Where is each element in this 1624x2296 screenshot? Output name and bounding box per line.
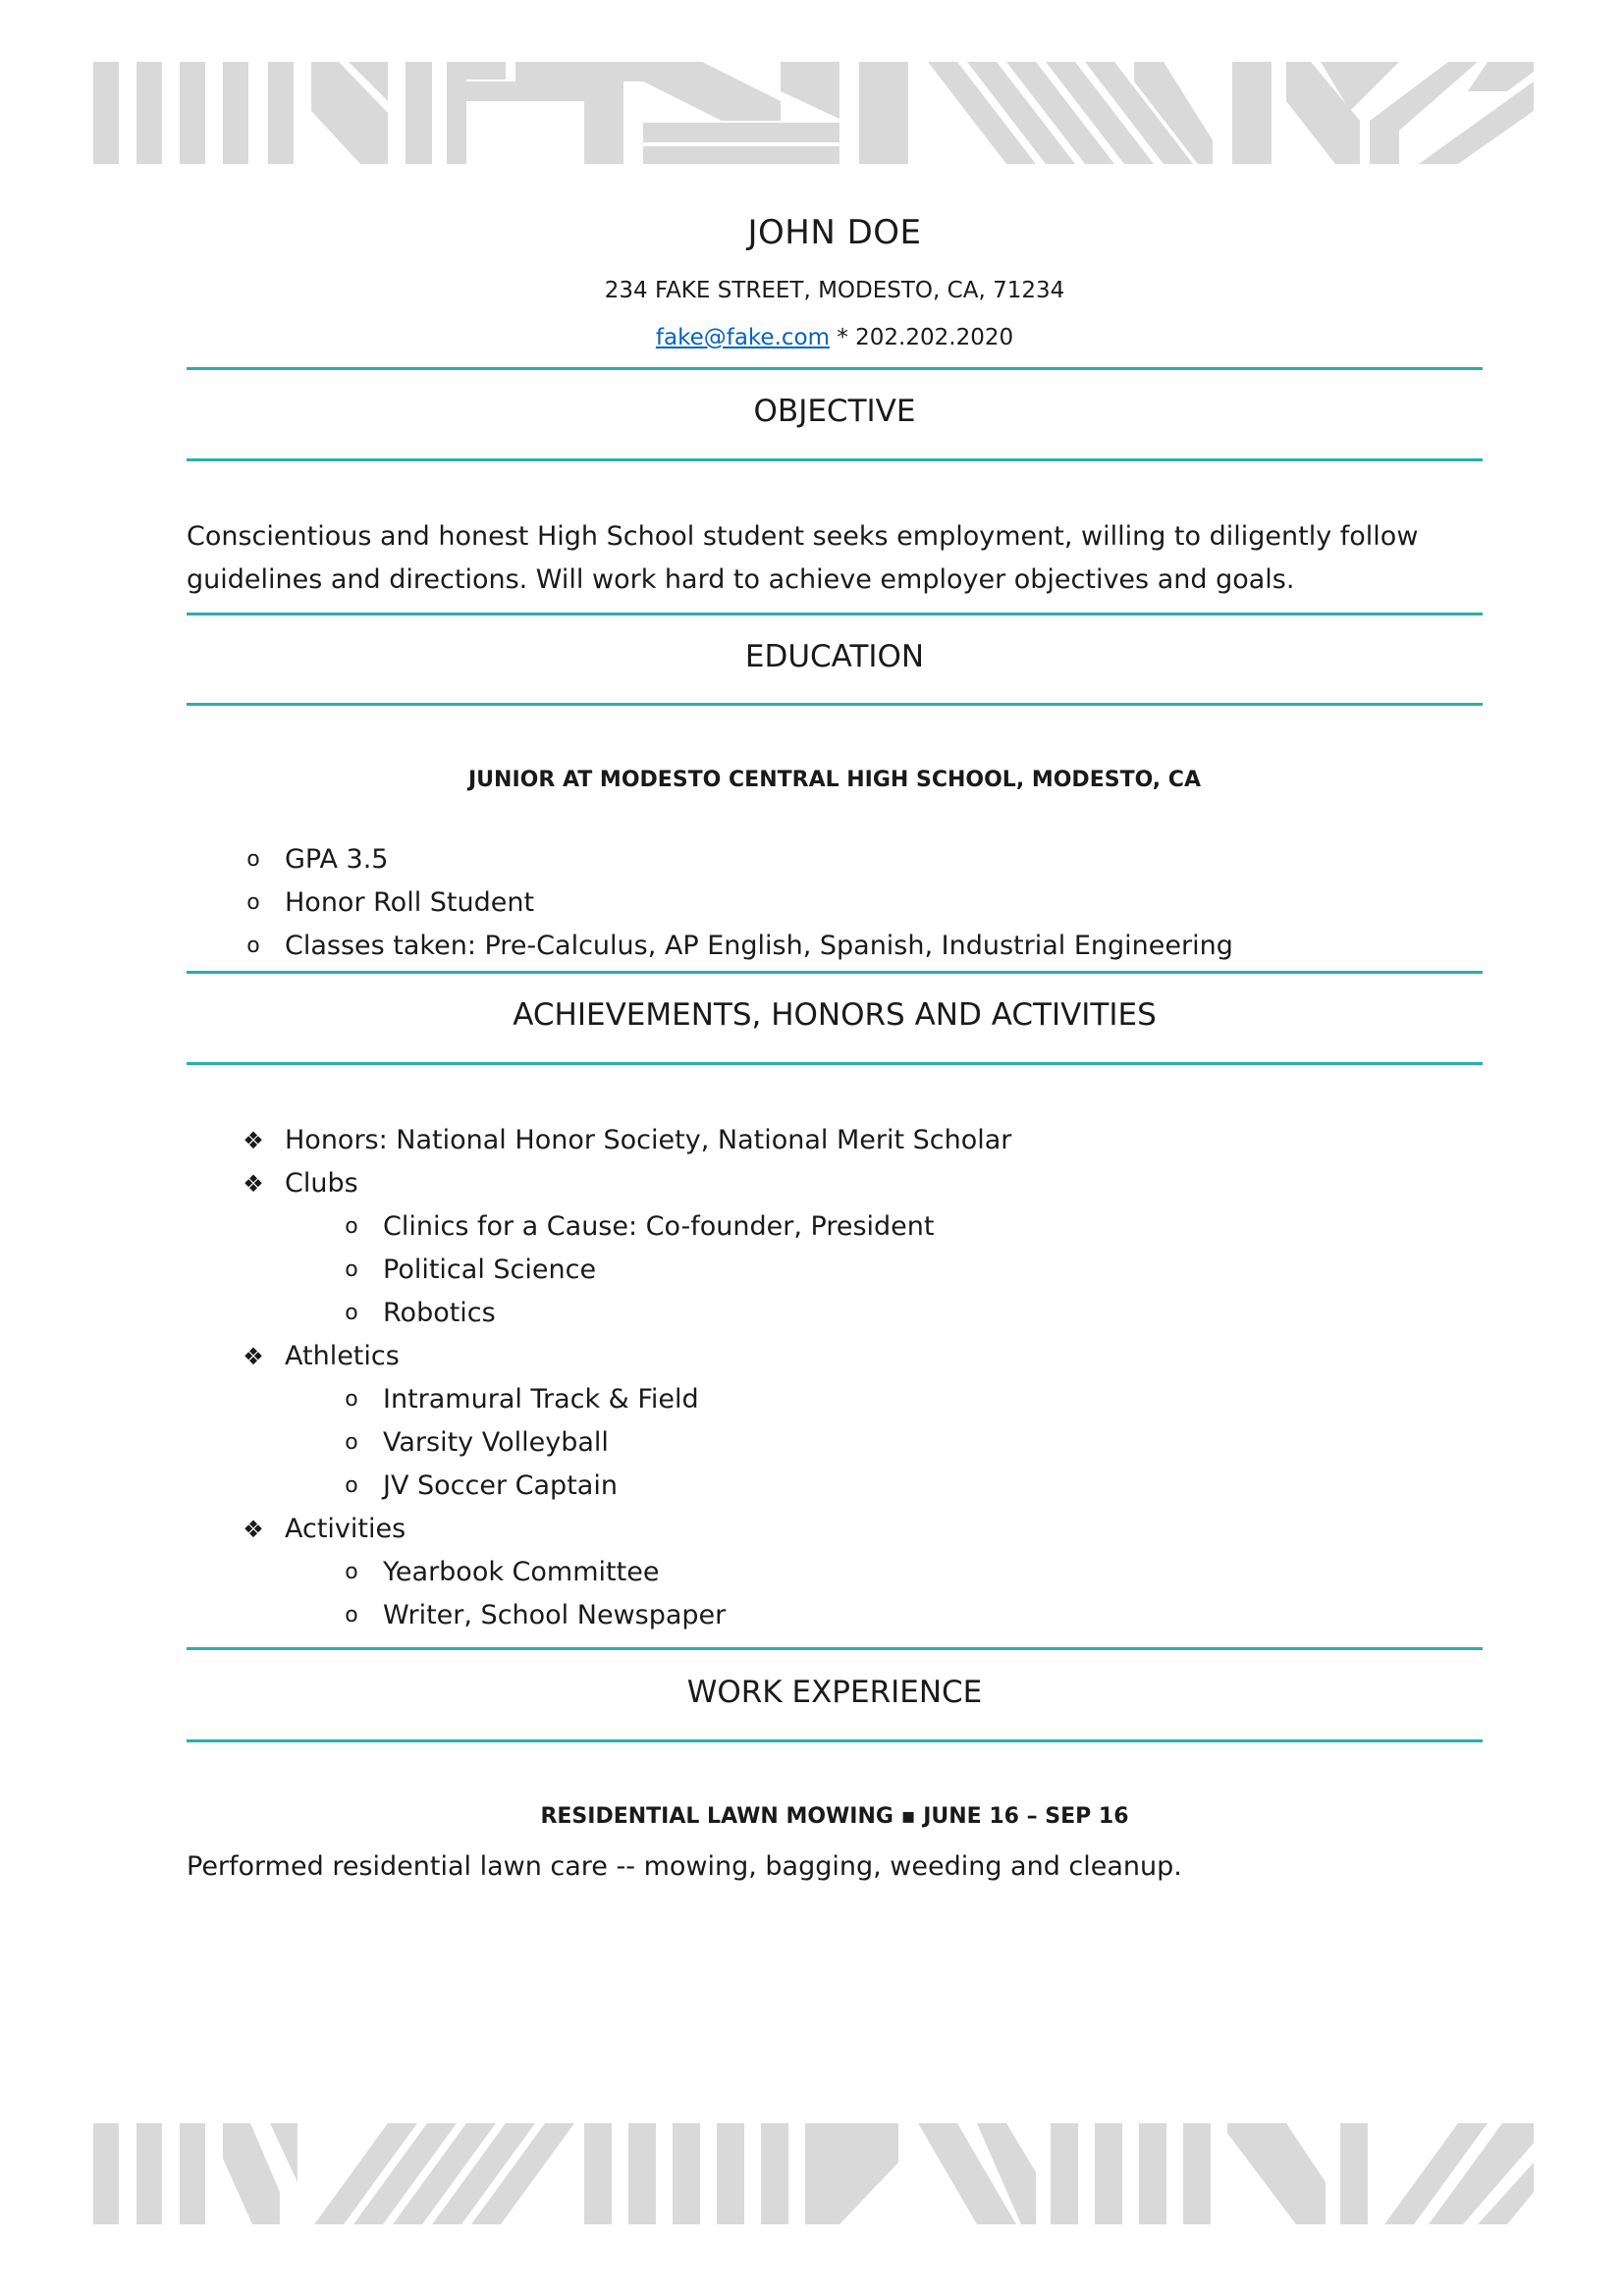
- list-item: o GPA 3.5: [187, 838, 1483, 881]
- bullet-circle-icon: o: [345, 1387, 358, 1412]
- bullet-circle-icon: o: [246, 934, 260, 958]
- divider: [187, 703, 1483, 706]
- diamond-bullet-icon: ❖: [243, 1516, 264, 1543]
- list-item: o Classes taken: Pre-Calculus, AP English, Spanish, Industrial Engineering: [187, 925, 1483, 968]
- contact-line: [187, 325, 1483, 350]
- applicant-name: JOHN DOE: [747, 213, 922, 252]
- diamond-bullet-icon: ❖: [243, 1343, 264, 1370]
- achievements-heading: ACHIEVEMENTS, HONORS AND ACTIVITIES: [513, 997, 1157, 1033]
- list-item: o Yearbook Committee: [187, 1551, 1483, 1594]
- list-item: o Varsity Volleyball: [187, 1421, 1483, 1465]
- bullet-circle-icon: o: [345, 1473, 358, 1498]
- phone-number: 202.202.2020: [855, 325, 1014, 350]
- list-item: o JV Soccer Captain: [187, 1465, 1483, 1508]
- list-item: o Clinics for a Cause: Co-founder, President: [187, 1205, 1483, 1249]
- bullet-circle-icon: o: [345, 1430, 358, 1455]
- address-line: 234 FAKE STREET, MODESTO, CA, 71234: [604, 278, 1065, 303]
- diamond-bullet-icon: ❖: [243, 1127, 264, 1154]
- list-item: o Honor Roll Student: [187, 881, 1483, 925]
- list-item: o Robotics: [187, 1292, 1483, 1335]
- education-heading: EDUCATION: [744, 639, 925, 674]
- achievements-list: [187, 1119, 1483, 1637]
- work-heading: WORK EXPERIENCE: [686, 1675, 983, 1710]
- list-item: ❖ Clubs: [187, 1162, 1483, 1205]
- decorative-pattern-bottom: [93, 2123, 1534, 2224]
- divider: [187, 613, 1483, 615]
- education-list: [187, 838, 1483, 968]
- objective-heading: OBJECTIVE: [753, 394, 916, 429]
- bullet-circle-icon: o: [345, 1214, 358, 1239]
- divider: [187, 1647, 1483, 1650]
- job-title: RESIDENTIAL LAWN MOWING ▪ JUNE 16 – SEP 16: [540, 1804, 1129, 1829]
- divider: [187, 971, 1483, 974]
- job-description: Performed residential lawn care -- mowing, bagging, weeding and cleanup.: [187, 1851, 1182, 1882]
- divider: [187, 367, 1483, 370]
- bullet-circle-icon: o: [345, 1603, 358, 1628]
- objective-text: Conscientious and honest High School student seeks employment, willing to diligently follow guidelines and directions. Will work hard to achieve employer objectives and goals.: [187, 521, 1419, 595]
- email-link[interactable]: fake@fake.com: [655, 325, 831, 350]
- contact-separator: *: [830, 325, 856, 350]
- diamond-bullet-icon: ❖: [243, 1170, 264, 1198]
- bullet-circle-icon: o: [345, 1257, 358, 1282]
- divider: [187, 1739, 1483, 1742]
- list-item: o Political Science: [187, 1249, 1483, 1292]
- divider: [187, 1062, 1483, 1065]
- decorative-pattern-top: [93, 62, 1534, 164]
- list-item: ❖ Honors: National Honor Society, National Merit Scholar: [187, 1119, 1483, 1162]
- divider: [187, 458, 1483, 461]
- list-item: o Intramural Track & Field: [187, 1378, 1483, 1421]
- bullet-circle-icon: o: [345, 1560, 358, 1584]
- bullet-circle-icon: o: [246, 890, 260, 915]
- bullet-circle-icon: o: [345, 1301, 358, 1325]
- list-item: ❖ Athletics: [187, 1335, 1483, 1378]
- list-item: o Writer, School Newspaper: [187, 1594, 1483, 1637]
- list-item: ❖ Activities: [187, 1508, 1483, 1551]
- school-name: JUNIOR AT MODESTO CENTRAL HIGH SCHOOL, MODESTO, CA: [468, 768, 1201, 792]
- bullet-circle-icon: o: [246, 847, 260, 872]
